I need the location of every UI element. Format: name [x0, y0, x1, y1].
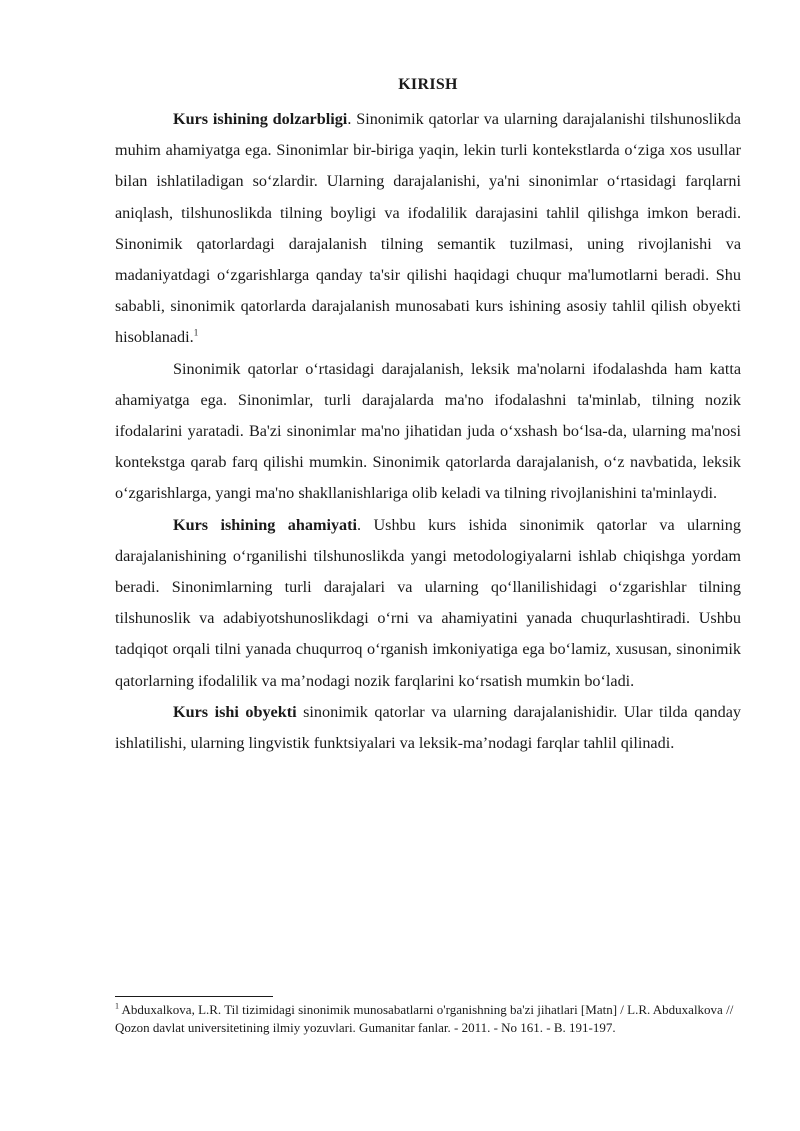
footnote-marker: 1 — [115, 1001, 119, 1011]
paragraph-relevance — [115, 104, 741, 354]
body-text — [115, 104, 741, 759]
paragraph-lead: Kurs ishining ahamiyati — [173, 515, 358, 534]
footnote-reference[interactable]: 1 — [193, 328, 199, 339]
paragraph-gradation — [115, 354, 741, 510]
paragraph-object — [115, 697, 741, 759]
footnote-text: Abduxalkova, L.R. Til tizimidagi sinonimik munosabatlarni o'rganishning ba'zi jihatlari [Matn] / L.R. Abduxalkova // Qozon davlat universitetining ilmiy yozuvlari. Gumanitar fanlar. - 2011. - No 161. - B. 191-197. — [115, 1002, 734, 1035]
page-title: KIRISH — [398, 76, 458, 93]
footnote-divider — [115, 996, 273, 997]
paragraph-text: . Sinonimik qatorlar va ularning darajalanishi tilshunoslikda muhim ahamiyatga ega. Sinonimlar bir-biriga yaqin, lekin turli kontekstlarda o‘ziga xos usullar bilan ishlatiladigan so‘zlardir. Ularning darajalanishi, ya'ni sinonimlar o‘rtasidagi farqlarni aniqlash, tilshunoslikda tilning boyligi va ifodalilik darajasini tahlil qilishga imkon beradi. Sinonimik qatorlardagi darajalanish tilning semantik tuzilmasi, uning rivojlanishi va madaniyatdagi o‘zgarishlarga qanday ta'sir qilishi haqidagi chuqur ma'lumotlarni beradi. Shu sababli, sinonimik qatorlarda darajalanish munosabati kurs ishining asosiy tahlil qilish obyekti hisoblanadi. — [115, 110, 741, 347]
footnote — [115, 1001, 741, 1037]
paragraph-text: Sinonimik qatorlar o‘rtasidagi darajalanish, leksik ma'nolarni ifodalashda ham katta ahamiyatga ega. Sinonimlar, turli darajalarda ma'no ifodalashni ta'minlab, tilning nozik ifodalarini yaratadi. Ba'zi sinonimlar ma'no jihatidan juda o‘xshash bo‘lsa-da, ularning ma'nosi kontekstga qarab farq qilishi mumkin. Sinonimik qatorlarda darajalanish, o‘z navbatida, leksik o‘zgarishlarga, yangi ma'no shakllanishlariga olib keladi va tilning rivojlanishini ta'minlaydi. — [115, 359, 741, 503]
paragraph-lead: Kurs ishi obyekti — [173, 702, 297, 721]
paragraph-lead: Kurs ishining dolzarbligi — [173, 110, 348, 128]
paragraph-text: . Ushbu kurs ishida sinonimik qatorlar va ularning darajalanishining o‘rganilishi tilshunoslikda yangi metodologiyalarni ishlab chiqishga yordam beradi. Sinonimlarning turli darajalari va ularning qo‘llanilishidagi o‘zgarishlar tilning tilshunoslik va adabiyotshunoslikdagi o‘rni va ahamiyatini yanada chuqurlashtiradi. Ushbu tadqiqot orqali tilni yanada chuqurroq o‘rganish imkoniyatiga ega bo‘lamiz, xususan, sinonimik qatorlarning ifodalilik va ma’nodagi nozik farqlarini ko‘rsatish mumkin bo‘ladi. — [115, 515, 741, 690]
paragraph-text: sinonimik qatorlar va ularning darajalanishidir. Ular tilda qanday ishlatilishi, ularning lingvistik funktsiyalari va leksik-ma’nodagi farqlar tahlil qilinadi. — [115, 702, 741, 753]
paragraph-importance — [115, 510, 741, 697]
